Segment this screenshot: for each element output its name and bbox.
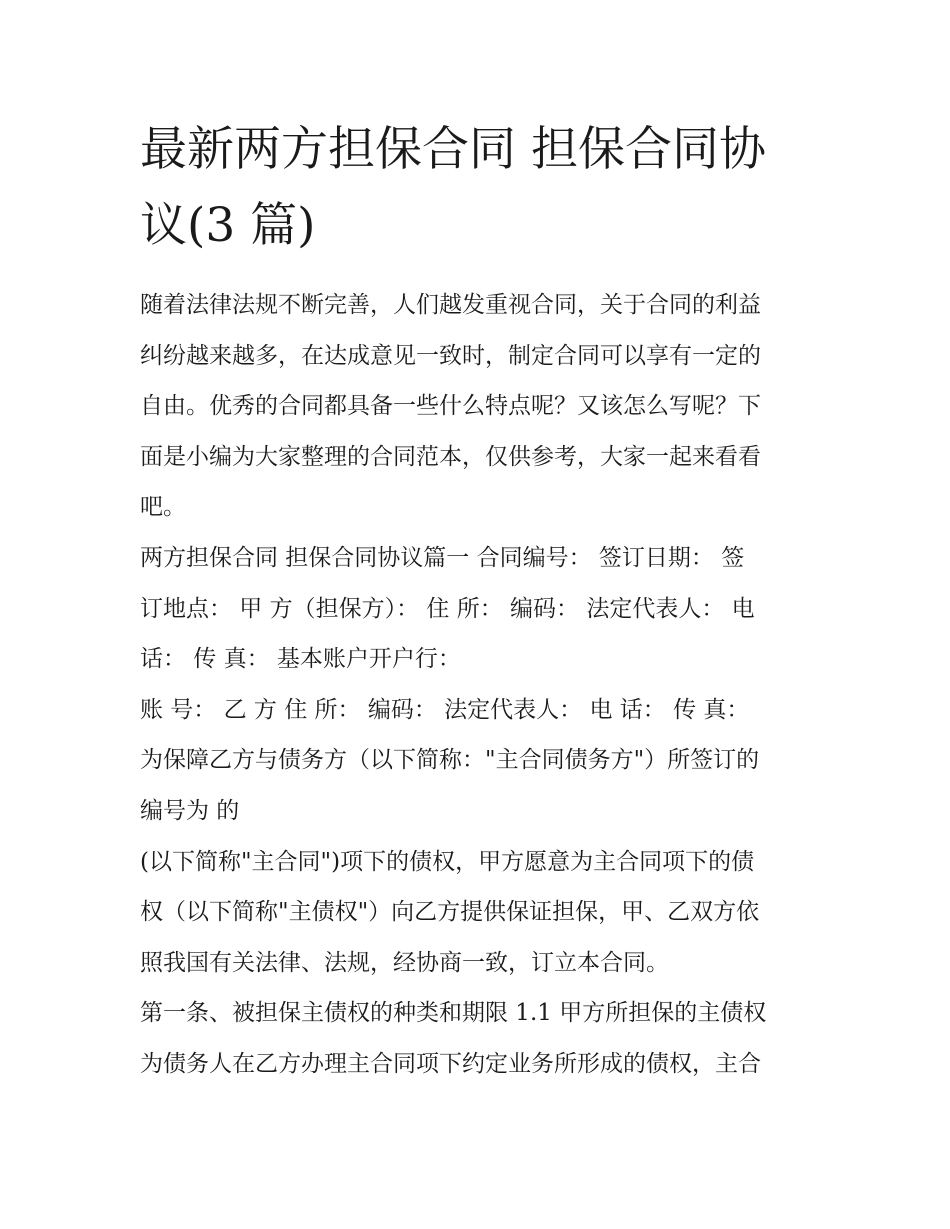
- document-body: [140, 280, 830, 1090]
- text-line: 照我国有关法律、法规，经协商一致，订立本合同。: [140, 949, 669, 976]
- text-line: 随着法律法规不断完善，人们越发重视合同，关于合同的利益: [140, 292, 761, 318]
- text-line: 编号为 的: [140, 797, 240, 824]
- text-line: 账 号： 乙 方 住 所： 编码： 法定代表人： 电 话： 传 真：: [140, 696, 750, 723]
- text-line: 面是小编为大家整理的合同范本，仅供参考，大家一起来看看: [140, 443, 761, 470]
- title-line: 议(3 篇): [140, 198, 316, 253]
- text-line: 为债务人在乙方办理主合同项下约定业务所形成的债权，主合: [140, 1050, 761, 1077]
- title-line: 最新两方担保合同 担保合同协: [140, 122, 766, 177]
- article-one-paragraph: [140, 988, 830, 1089]
- text-line: 自由。优秀的合同都具备一些什么特点呢？又该怎么写呢？下: [140, 393, 761, 420]
- intro-paragraph: [140, 280, 830, 533]
- text-line: 为保障乙方与债务方（以下简称："主合同债务方"）所签订的: [140, 747, 760, 774]
- text-line: 话： 传 真： 基本账户开户行：: [140, 646, 461, 673]
- text-line: 两方担保合同 担保合同协议篇一 合同编号： 签订日期： 签: [140, 544, 745, 571]
- contract-header-paragraph: [140, 533, 830, 685]
- text-line: (以下简称"主合同")项下的债权，甲方愿意为主合同项下的债: [140, 848, 755, 875]
- purpose-paragraph: [140, 735, 830, 836]
- text-line: 纠纷越来越多，在达成意见一致时，制定合同可以享有一定的: [140, 342, 761, 369]
- text-line: 第一条、被担保主债权的种类和期限 1.1 甲方所担保的主债权: [140, 1000, 767, 1027]
- text-line: 吧。: [140, 494, 186, 521]
- document-title: [140, 112, 820, 264]
- party-b-paragraph: [140, 685, 830, 736]
- text-line: 订地点： 甲 方（担保方）： 住 所： 编码： 法定代表人： 电: [140, 595, 755, 622]
- text-line: 权（以下简称"主债权"）向乙方提供保证担保，甲、乙双方依: [140, 899, 760, 926]
- guarantee-paragraph: [140, 837, 830, 989]
